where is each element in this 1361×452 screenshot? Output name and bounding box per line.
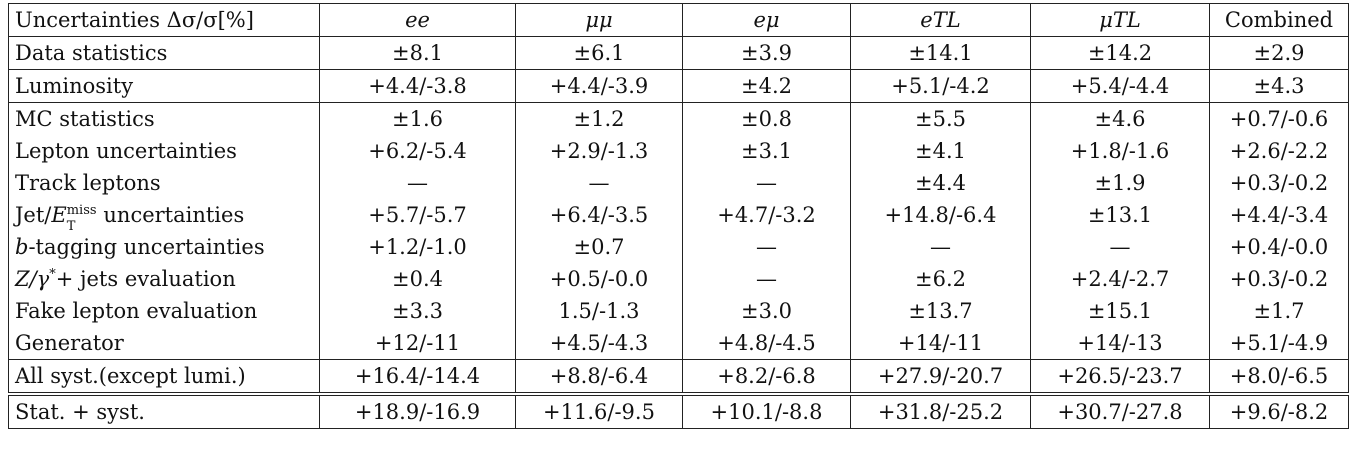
cell: +2.6/-2.2: [1210, 135, 1349, 167]
cell: ±3.9: [683, 37, 851, 70]
cell: +12/-11: [320, 327, 516, 360]
row-label-jet-pre: Jet/: [15, 203, 52, 227]
row-label-zgamma-post: + jets evaluation: [55, 267, 236, 291]
cell: +2.9/-1.3: [516, 135, 683, 167]
cell: +8.2/-6.8: [683, 360, 851, 395]
cell: ±4.4: [851, 167, 1031, 199]
cell: +14/-11: [851, 327, 1031, 360]
cell: +5.4/-4.4: [1031, 70, 1210, 103]
cell: +4.7/-3.2: [683, 199, 851, 231]
row-label-jet-var: E: [51, 203, 67, 227]
cell: +0.3/-0.2: [1210, 167, 1349, 199]
row-label-zgamma-sup: *: [49, 267, 56, 282]
row-label-btag: [9, 231, 320, 263]
cell: +8.0/-6.5: [1210, 360, 1349, 395]
col-header-ee: ee: [320, 4, 516, 37]
table-row: [9, 231, 1349, 263]
cell: 1.5/-1.3: [516, 295, 683, 327]
cell: ±6.2: [851, 263, 1031, 295]
table-row: [9, 327, 1349, 360]
cell: +2.4/-2.7: [1031, 263, 1210, 295]
table-row: [9, 360, 1349, 395]
cell: ±1.6: [320, 103, 516, 136]
cell: +4.5/-4.3: [516, 327, 683, 360]
row-label: Lepton uncertainties: [9, 135, 320, 167]
cell: +4.8/-4.5: [683, 327, 851, 360]
cell: —: [851, 231, 1031, 263]
cell: ±13.7: [851, 295, 1031, 327]
header-row: [9, 4, 1349, 37]
row-label: Track leptons: [9, 167, 320, 199]
col-header-etl-text: eTL: [920, 8, 961, 32]
table-row: [9, 263, 1349, 295]
cell: +31.8/-25.2: [851, 394, 1031, 429]
cell: +5.1/-4.9: [1210, 327, 1349, 360]
cell: +0.4/-0.0: [1210, 231, 1349, 263]
row-label-jet-sub: T: [66, 219, 76, 234]
cell: ±4.6: [1031, 103, 1210, 136]
cell: +0.3/-0.2: [1210, 263, 1349, 295]
cell: ±3.1: [683, 135, 851, 167]
cell: +0.7/-0.6: [1210, 103, 1349, 136]
row-label-btag-post: -tagging uncertainties: [28, 235, 265, 259]
table-row-total: [9, 394, 1349, 429]
cell: +10.1/-8.8: [683, 394, 851, 429]
row-label-jet-sup: miss: [66, 203, 97, 218]
cell: ±4.1: [851, 135, 1031, 167]
row-label: Data statistics: [9, 37, 320, 70]
table-row: [9, 103, 1349, 136]
row-label: Luminosity: [9, 70, 320, 103]
row-label-jet-script: [66, 203, 97, 234]
col-header-emu: eμ: [683, 4, 851, 37]
cell: ±3.3: [320, 295, 516, 327]
row-label-jet-post: uncertainties: [96, 203, 245, 227]
cell: —: [516, 167, 683, 199]
cell: ±0.4: [320, 263, 516, 295]
cell: +11.6/-9.5: [516, 394, 683, 429]
row-label: Fake lepton evaluation: [9, 295, 320, 327]
cell: —: [1031, 231, 1210, 263]
header-label: Uncertainties Δσ/σ[%]: [9, 4, 320, 37]
cell: +6.2/-5.4: [320, 135, 516, 167]
cell: +1.8/-1.6: [1031, 135, 1210, 167]
cell: +6.4/-3.5: [516, 199, 683, 231]
cell: +8.8/-6.4: [516, 360, 683, 395]
cell: +5.1/-4.2: [851, 70, 1031, 103]
cell: —: [683, 263, 851, 295]
cell: +14.8/-6.4: [851, 199, 1031, 231]
cell: +16.4/-14.4: [320, 360, 516, 395]
col-header-mumu: μμ: [516, 4, 683, 37]
cell: ±2.9: [1210, 37, 1349, 70]
cell: ±0.7: [516, 231, 683, 263]
cell: ±8.1: [320, 37, 516, 70]
cell: ±15.1: [1031, 295, 1210, 327]
row-label-zgamma: [9, 263, 320, 295]
cell: +4.4/-3.4: [1210, 199, 1349, 231]
col-header-combined: Combined: [1210, 4, 1349, 37]
cell: ±4.2: [683, 70, 851, 103]
cell: +1.2/-1.0: [320, 231, 516, 263]
cell: +5.7/-5.7: [320, 199, 516, 231]
table-row: [9, 167, 1349, 199]
cell: ±1.7: [1210, 295, 1349, 327]
cell: ±1.9: [1031, 167, 1210, 199]
row-label-btag-var: b: [15, 235, 29, 259]
cell: ±3.0: [683, 295, 851, 327]
cell: +14/-13: [1031, 327, 1210, 360]
row-label: All syst.(except lumi.): [9, 360, 320, 395]
cell: ±0.8: [683, 103, 851, 136]
row-label: MC statistics: [9, 103, 320, 136]
table-row: [9, 37, 1349, 70]
cell: —: [320, 167, 516, 199]
cell: ±14.2: [1031, 37, 1210, 70]
cell: +27.9/-20.7: [851, 360, 1031, 395]
uncertainty-table: [8, 3, 1349, 429]
cell: +18.9/-16.9: [320, 394, 516, 429]
cell: ±1.2: [516, 103, 683, 136]
col-header-etl: [851, 4, 1031, 37]
row-label: Generator: [9, 327, 320, 360]
cell: ±4.3: [1210, 70, 1349, 103]
table-row: [9, 199, 1349, 231]
cell: +30.7/-27.8: [1031, 394, 1210, 429]
table-row: [9, 70, 1349, 103]
cell: —: [683, 167, 851, 199]
cell: ±5.5: [851, 103, 1031, 136]
row-label-zgamma-var: Z/γ: [15, 267, 50, 291]
cell: ±13.1: [1031, 199, 1210, 231]
cell: ±14.1: [851, 37, 1031, 70]
cell: —: [683, 231, 851, 263]
row-label-jet: [9, 199, 320, 234]
col-header-mutl-text: μTL: [1099, 8, 1141, 32]
cell: +4.4/-3.9: [516, 70, 683, 103]
cell: +9.6/-8.2: [1210, 394, 1349, 429]
uncertainty-table-container: [8, 3, 1348, 429]
cell: +26.5/-23.7: [1031, 360, 1210, 395]
col-header-mutl: [1031, 4, 1210, 37]
row-label: Stat. + syst.: [9, 394, 320, 429]
cell: +4.4/-3.8: [320, 70, 516, 103]
cell: ±6.1: [516, 37, 683, 70]
cell: +0.5/-0.0: [516, 263, 683, 295]
table-row: [9, 295, 1349, 327]
table-row: [9, 135, 1349, 167]
